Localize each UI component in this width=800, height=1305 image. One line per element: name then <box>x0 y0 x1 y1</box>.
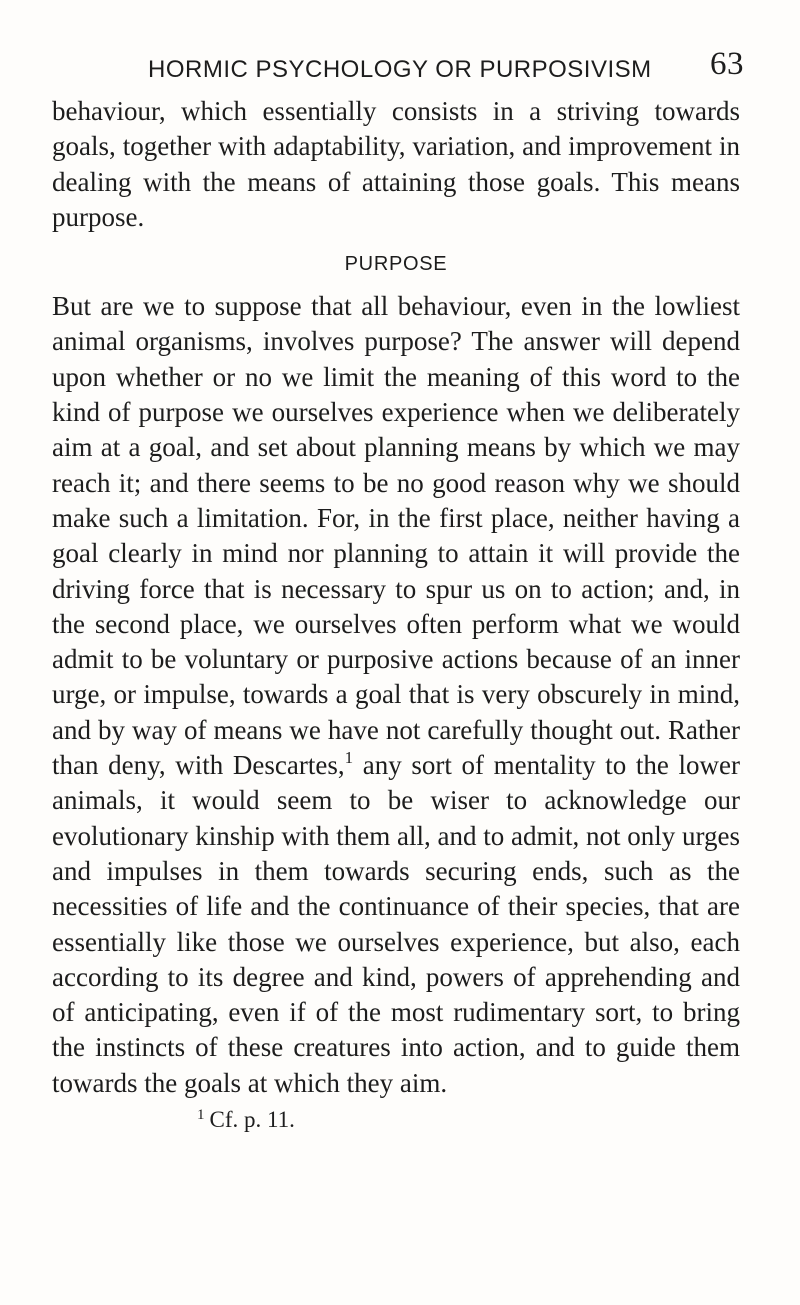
footnote-marker: 1 <box>344 748 354 768</box>
section-heading: PURPOSE <box>344 253 448 276</box>
main-paragraph-text-after-note: any sort of mentality to the lower animals, it would seem to be wiser to acknowledge our evolutionary kinship with them all, and to admit, not only urges and impulses in them towards securing ends, such as the necessities of life and the continuance of their species, that are essentially like those we ourselves experience, but also, each according to its degree and kind, powers of apprehending and of anticipating, even if of the most rudimentary sort, to bring the instincts of these creatures into action, and to guide them towards the goals at which they aim. <box>52 750 740 1098</box>
running-header <box>52 44 744 94</box>
running-title: HORMIC PSYCHOLOGY OR PURPOSIVISM <box>148 56 652 83</box>
footnote-number: 1 <box>197 1107 205 1124</box>
main-paragraph <box>52 289 740 1101</box>
footnote <box>197 1106 740 1137</box>
main-paragraph-text-before-note: But are we to suppose that all behaviour, even in the lowliest animal organisms, involves purpose? The answer will depend upon whether or no we limit the meaning of this word to the kind of purpose we ourselves experience when we deliberately aim at a goal, and set about planning means by which we may reach it; and there seems to be no good reason why we should make such a limitation. For, in the first place, neither having a goal clearly in mind nor planning to attain it will provide the driving force that is necessary to spur us on to action; and, in the second place, we ourselves often perform what we would admit to be voluntary or purposive actions because of an inner urge, or impulse, towards a goal that is very obscurely in mind, and by way of means we have not carefully thought out. Rather than deny, with Descartes, <box>52 291 740 781</box>
book-page <box>52 44 744 1137</box>
footnote-text: Cf. p. 11. <box>209 1107 295 1133</box>
opening-paragraph: behaviour, which essentially consists in a striving towards goals, together with adaptability, variation, and improvement in dealing with the means of attaining those goals. This means purpose. <box>52 96 740 232</box>
page-number: 63 <box>710 46 744 82</box>
